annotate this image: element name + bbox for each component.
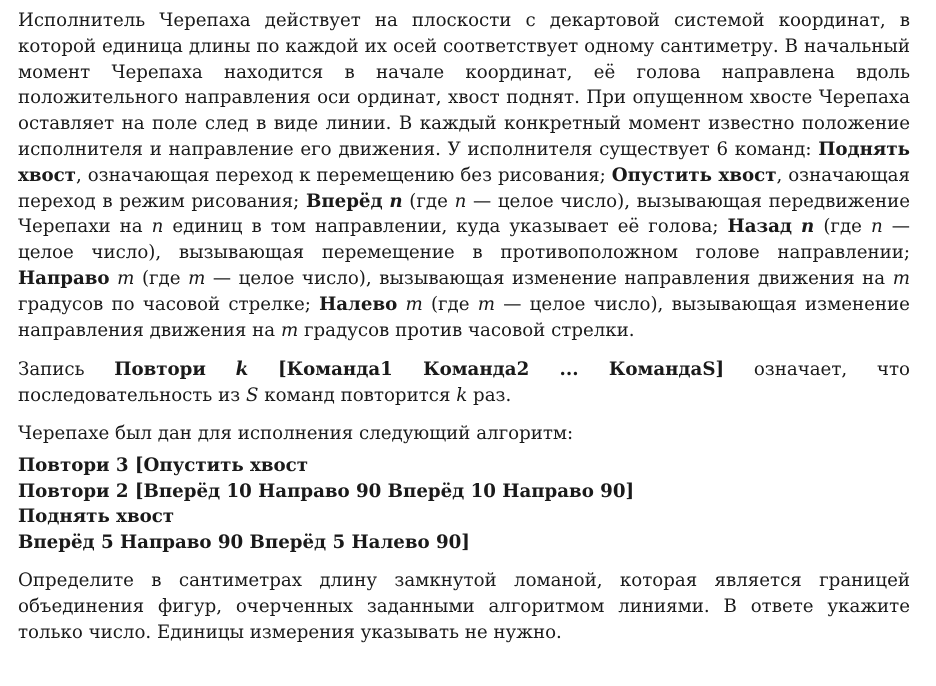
command-right-desc-c: градусов по часовой стрелке;: [18, 293, 311, 315]
command-forward-desc-b: — целое число), вызывающая передвижение Черепахи на: [18, 190, 910, 238]
var-n: n: [870, 216, 883, 238]
var-s: S: [245, 385, 259, 407]
command-pen-up: Поднять хвост: [18, 138, 910, 186]
command-pen-down-desc: , означающая переход в режим рисования;: [18, 164, 910, 212]
repeat-note-text-c: команд повторится: [264, 385, 451, 407]
command-back: Назад: [727, 216, 792, 238]
algorithm-line: Вперёд 5 Направо 90 Вперёд 5 Налево 90]: [18, 532, 470, 554]
command-back-desc-b: — целое число), вызывающая перемещение в противоположном голове направлении;: [18, 216, 910, 264]
command-left-desc-a: (где: [430, 293, 470, 315]
algorithm-line: Повтори 3 [Опустить хвост: [18, 454, 309, 476]
command-list: [Команда1 Команда2 ... КомандаS]: [278, 359, 725, 381]
var-m: m: [405, 293, 423, 315]
var-m: m: [188, 267, 206, 289]
question-paragraph: Определите в сантиметрах длину замкнутой ломаной, которая является границей объединения фигур, очерченных заданными алгоритмом линиями. В ответе укажите только число. Единицы измерения указывать не нужно.: [18, 569, 910, 643]
var-n: n: [151, 216, 164, 238]
var-n: n: [454, 190, 467, 212]
command-forward-desc-a: (где: [409, 190, 448, 212]
command-forward: Вперёд: [305, 190, 383, 212]
var-m: m: [280, 319, 299, 341]
var-m: m: [477, 293, 496, 315]
command-right-desc-a: (где: [141, 267, 181, 289]
command-left-desc-c: градусов против часовой стрелки.: [304, 319, 635, 341]
command-right: Направо: [18, 267, 110, 289]
command-pen-down: Опустить хвост: [611, 164, 777, 186]
intro-paragraph: [18, 8, 910, 343]
command-back-desc-a: (где: [823, 216, 862, 238]
command-repeat: Повтори: [114, 359, 206, 381]
algorithm-line: Поднять хвост: [18, 506, 175, 528]
var-k: k: [235, 359, 249, 381]
repeat-note-text-d: раз.: [473, 385, 512, 407]
var-n: n: [389, 190, 403, 212]
algorithm-intro: Черепахе был дан для исполнения следующий алгоритм:: [18, 422, 574, 444]
intro-text: Исполнитель Черепаха действует на плоскости с декартовой системой координат, в которой единица длины по каждой их осей соответствует одному сантиметру. В начальный момент Черепаха находится в начале координат, её голова направлена вдоль положительного направления оси ординат, хвост поднят. При опущенном хвосте Черепаха оставляет на поле след в виде линии. В каждый конкретный момент известно положение исполнителя и направление его движения. У исполнителя существует 6 команд:: [18, 10, 910, 160]
repeat-note-paragraph: [18, 357, 910, 409]
command-left: Налево: [319, 293, 398, 315]
command-pen-up-desc: , означающая переход к перемещению без рисования;: [75, 164, 606, 186]
var-n: n: [801, 216, 815, 238]
repeat-note-text-a: Запись: [18, 359, 85, 381]
repeat-note-text-b: означает, что последовательность из: [18, 359, 910, 407]
command-left-desc-b: — целое число), вызывающая изменение направления движения на: [18, 293, 910, 341]
task-document: [18, 8, 910, 645]
algorithm-line: Повтори 2 [Вперёд 10 Направо 90 Вперёд 10 Направо 90]: [18, 480, 635, 502]
var-m: m: [892, 267, 910, 289]
var-k: k: [456, 385, 468, 407]
command-right-desc-b: — целое число), вызывающая изменение направления движения на: [212, 267, 886, 289]
var-m: m: [117, 267, 135, 289]
command-forward-desc-c: единиц в том направлении, куда указывает её голова;: [172, 216, 719, 238]
algorithm-block: [18, 453, 910, 556]
